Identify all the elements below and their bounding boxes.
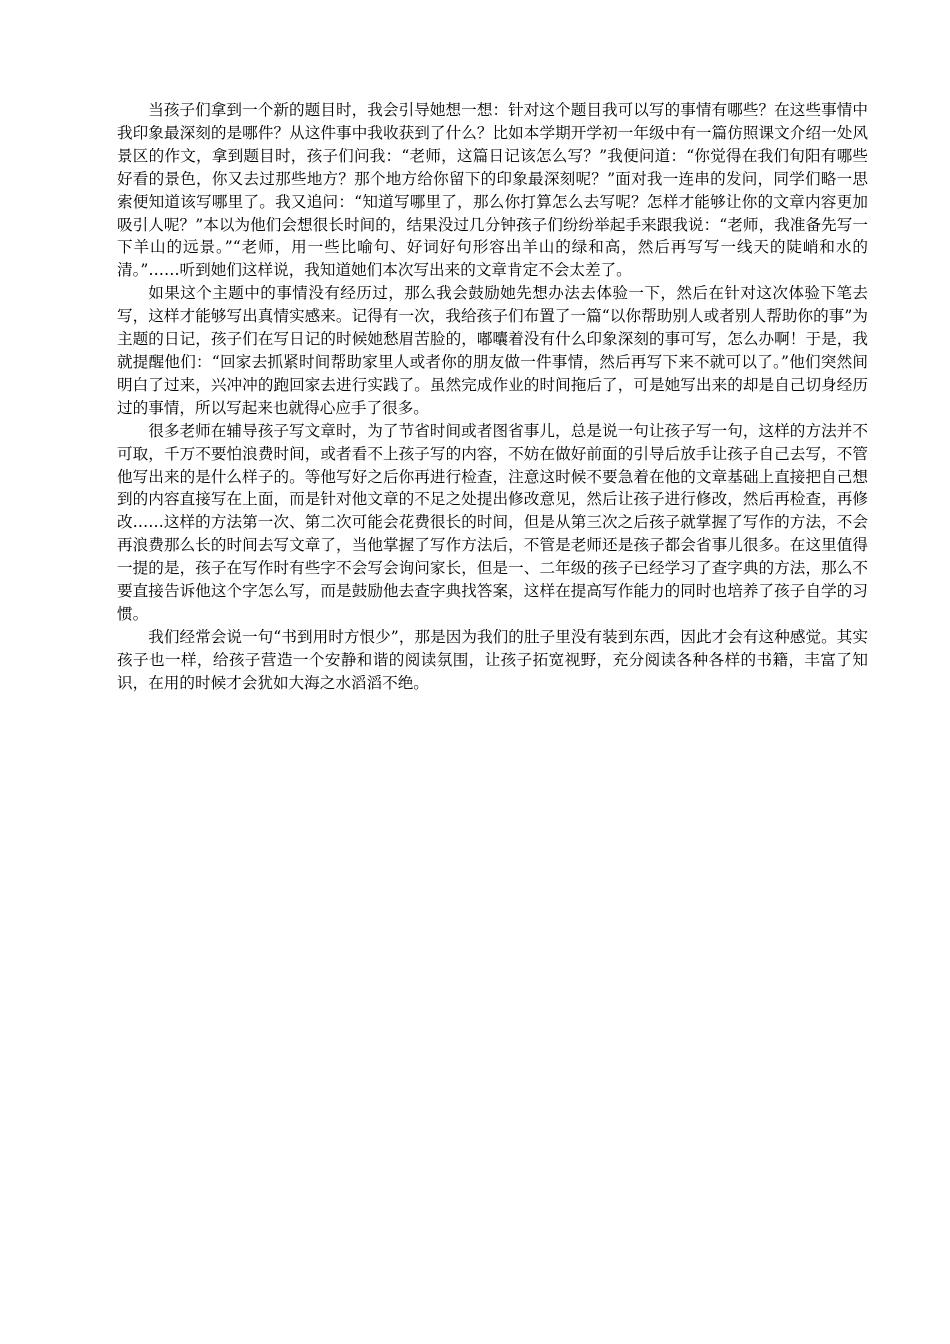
paragraph-2: 如果这个主题中的事情没有经历过，那么我会鼓励她先想办法去体验一下，然后在针对这次体验下笔去写，这样才能够写出真情实感来。记得有一次，我给孩子们布置了一篇“以你帮助别人或者别人帮助你的事”为主题的日记，孩子们在写日记的时候她愁眉苦脸的，嘟囔着没有什么印象深刻的事可写，怎么办啊！于是，我就提醒他们：“回家去抓紧时间帮助家里人或者你的朋友做一件事情，然后再写下来不就可以了。”他们突然间明白了过来，兴冲冲的跑回家去进行实践了。虽然完成作业的时间拖后了，可是她写出来的却是自己切身经历过的事情，所以写起来也就得心应手了很多。 xyxy=(117,284,868,417)
paragraph-3: 很多老师在辅导孩子写文章时，为了节省时间或者图省事儿，总是说一句让孩子写一句，这样的方法并不可取，千万不要怕浪费时间，或者看不上孩子写的内容，不妨在做好前面的引导后放手让孩子自己去写，不管他写出来的是什么样子的。等他写好之后你再进行检查，注意这时候不要急着在他的文章基础上直接把自己想到的内容直接写在上面，而是针对他文章的不足之处提出修改意见，然后让孩子进行修改，然后再检查，再修改……这样的方法第一次、第二次可能会花费很长的时间，但是从第三次之后孩子就掌握了写作的方法，不会再浪费那么长的时间去写文章了，当他掌握了写作方法后，不管是老师还是孩子都会省事儿很多。在这里值得一提的是，孩子在写作时有些字不会写会询问家长，但是一、二年级的孩子已经学习了查字典的方法，那么不要直接告诉他这个字怎么写，而是鼓励他去查字典找答案，这样在提高写作能力的同时也培养了孩子自学的习惯。 xyxy=(117,421,868,623)
paragraph-1: 当孩子们拿到一个新的题目时，我会引导她想一想：针对这个题目我可以写的事情有哪些？在这些事情中我印象最深刻的是哪件？从这件事中我收获到了什么？比如本学期开学初一年级中有一篇仿照课文介绍一处风景区的作文，拿到题目时，孩子们问我：“老师，这篇日记该怎么写？”我便问道：“你觉得在我们旬阳有哪些好看的景色，你又去过那些地方？那个地方给你留下的印象最深刻呢？”面对我一连串的发问，同学们略一思索便知道该写哪里了。我又追问：“知道写哪里了，那么你打算怎么去写呢？怎样才能够让你的文章内容更加吸引人呢？”本以为他们会想很长时间的，结果没过几分钟孩子们纷纷举起手来跟我说：“老师，我准备先写一下羊山的远景。”“老师，用一些比喻句、好词好句形容出羊山的绿和高，然后再写写一线天的陡峭和水的清。”……听到她们这样说，我知道她们本次写出来的文章肯定不会太差了。 xyxy=(117,101,868,280)
document-body xyxy=(117,99,868,695)
paragraph-4: 我们经常会说一句“书到用时方恨少”，那是因为我们的肚子里没有装到东西，因此才会有这种感觉。其实孩子也一样，给孩子营造一个安静和谐的阅读氛围，让孩子拓宽视野，充分阅读各种各样的书籍，丰富了知识，在用的时候才会犹如大海之水滔滔不绝。 xyxy=(117,627,868,692)
